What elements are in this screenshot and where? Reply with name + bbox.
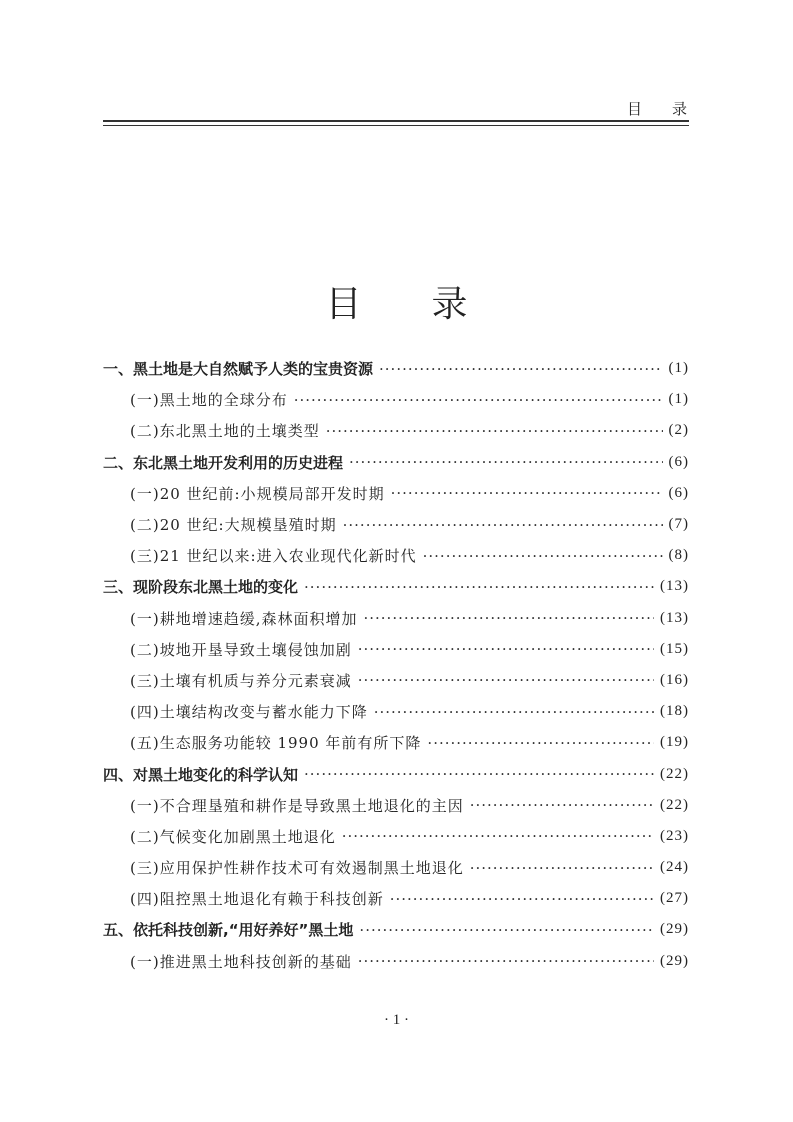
toc-section-entry	[103, 478, 689, 509]
toc-entry-title: 三、现阶段东北黑土地的变化	[103, 578, 299, 597]
toc-leader-dots	[470, 796, 654, 814]
toc-entry-page: (13)	[660, 578, 689, 595]
toc-entry-page: (8)	[668, 547, 689, 564]
page-number: · 1 ·	[384, 1012, 409, 1028]
toc-entry-page: (7)	[668, 516, 689, 533]
toc-entry-page: (24)	[660, 859, 689, 876]
toc-entry-page: (16)	[660, 671, 689, 688]
toc-chapter-entry	[103, 447, 689, 478]
toc-section-entry	[103, 634, 689, 665]
toc-entry-title: (一)黑土地的全球分布	[130, 391, 288, 410]
page-title: 目录	[325, 284, 538, 326]
toc-entry-page: (6)	[668, 453, 689, 470]
toc-entry-title: 四、对黑土地变化的科学认知	[103, 765, 299, 784]
toc-section-entry	[103, 415, 689, 446]
toc-entry-title: (二)20 世纪:大规模垦殖时期	[130, 516, 337, 535]
toc-entry-page: (23)	[660, 827, 689, 844]
toc-section-entry	[103, 883, 689, 914]
toc-entry-page: (22)	[660, 796, 689, 813]
toc-entry-title: 一、黑土地是大自然赋予人类的宝贵资源	[103, 360, 374, 379]
toc-entry-page: (22)	[660, 765, 689, 782]
toc-leader-dots	[391, 484, 663, 502]
toc-leader-dots	[390, 890, 654, 908]
toc-section-entry	[103, 852, 689, 883]
table-of-contents	[103, 353, 689, 977]
toc-entry-page: (1)	[668, 360, 689, 377]
header-rule-thin	[103, 125, 689, 126]
toc-entry-title: 二、东北黑土地开发利用的历史进程	[103, 453, 344, 472]
toc-section-entry	[103, 540, 689, 571]
toc-leader-dots	[304, 578, 654, 596]
toc-section-entry	[103, 696, 689, 727]
toc-leader-dots	[343, 516, 663, 534]
toc-leader-dots	[470, 859, 654, 877]
toc-chapter-entry	[103, 758, 689, 789]
toc-leader-dots	[363, 609, 654, 627]
toc-chapter-entry	[103, 571, 689, 602]
toc-section-entry	[103, 727, 689, 758]
toc-section-entry	[103, 821, 689, 852]
toc-entry-page: (19)	[660, 734, 689, 751]
toc-leader-dots	[358, 640, 654, 658]
toc-section-entry	[103, 946, 689, 977]
toc-entry-title: (一)20 世纪前:小规模局部开发时期	[130, 484, 385, 503]
toc-entry-title: (五)生态服务功能较 1990 年前有所下降	[130, 734, 422, 753]
toc-entry-title: (二)坡地开垦导致土壤侵蚀加剧	[130, 640, 352, 659]
running-header	[103, 98, 717, 120]
toc-chapter-entry	[103, 914, 689, 945]
toc-leader-dots	[358, 671, 654, 689]
toc-section-entry	[103, 603, 689, 634]
toc-entry-title: (四)阻控黑土地退化有赖于科技创新	[130, 890, 384, 909]
toc-leader-dots	[304, 765, 654, 783]
toc-entry-title: (四)土壤结构改变与蓄水能力下降	[130, 703, 368, 722]
toc-leader-dots	[342, 827, 654, 845]
toc-entry-page: (29)	[660, 921, 689, 938]
toc-leader-dots	[379, 360, 662, 378]
toc-entry-page: (2)	[668, 422, 689, 439]
header-rule-thick	[103, 120, 689, 122]
toc-entry-title: (一)耕地增速趋缓,森林面积增加	[130, 609, 358, 628]
toc-section-entry	[103, 384, 689, 415]
toc-entry-page: (13)	[660, 609, 689, 626]
toc-entry-page: (1)	[668, 391, 689, 408]
toc-leader-dots	[427, 734, 654, 752]
toc-section-entry	[103, 509, 689, 540]
toc-entry-page: (15)	[660, 640, 689, 657]
toc-entry-title: (三)土壤有机质与养分元素衰减	[130, 671, 352, 690]
toc-leader-dots	[294, 391, 663, 409]
toc-entry-title: (三)应用保护性耕作技术可有效遏制黑土地退化	[130, 859, 464, 878]
toc-section-entry	[103, 790, 689, 821]
toc-chapter-entry	[103, 353, 689, 384]
toc-leader-dots	[326, 422, 663, 440]
toc-entry-title: (二)东北黑土地的土壤类型	[130, 422, 320, 441]
toc-leader-dots	[374, 703, 654, 721]
toc-leader-dots	[423, 547, 663, 565]
running-header-text: 目录	[626, 100, 717, 118]
toc-leader-dots	[359, 921, 654, 939]
toc-entry-page: (27)	[660, 890, 689, 907]
toc-entry-title: (一)推进黑土地科技创新的基础	[130, 952, 352, 971]
toc-entry-page: (6)	[668, 484, 689, 501]
toc-entry-page: (18)	[660, 703, 689, 720]
toc-entry-title: (一)不合理垦殖和耕作是导致黑土地退化的主因	[130, 796, 464, 815]
toc-entry-title: 五、依托科技创新,“用好养好”黑土地	[103, 921, 354, 940]
toc-leader-dots	[358, 952, 654, 970]
toc-leader-dots	[349, 453, 662, 471]
toc-entry-page: (29)	[660, 952, 689, 969]
toc-section-entry	[103, 665, 689, 696]
toc-entry-title: (三)21 世纪以来:进入农业现代化新时代	[130, 547, 417, 566]
toc-entry-title: (二)气候变化加剧黑土地退化	[130, 827, 336, 846]
